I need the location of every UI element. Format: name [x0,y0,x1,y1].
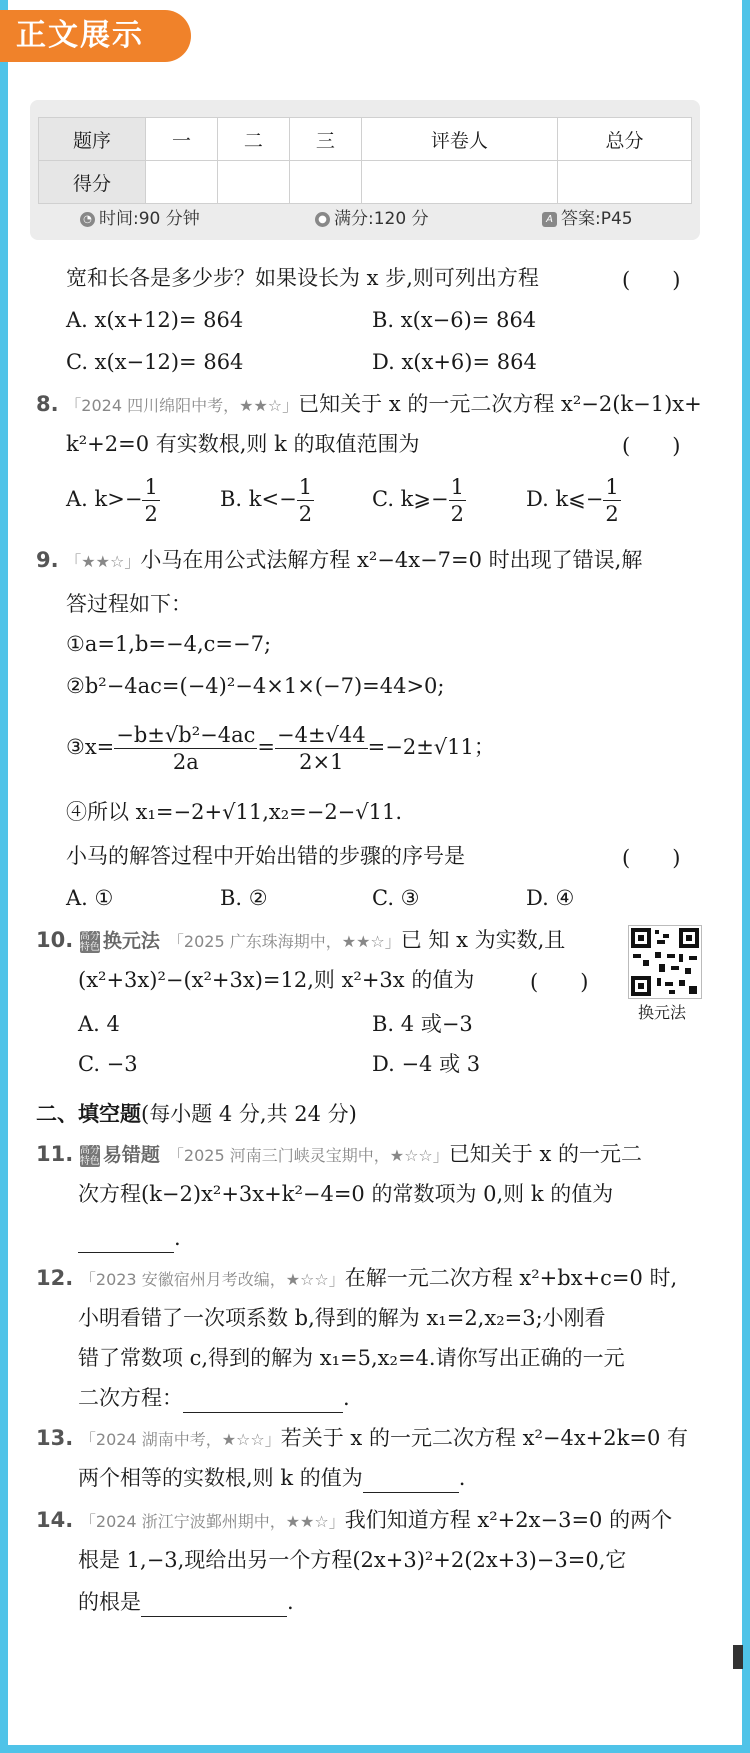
q8-option-d-text: D. k⩽− [526,487,604,511]
q13-prompt: 两个相等的实数根,则 k 的值为 [78,1466,363,1490]
q8-text-1: 已知关于 x 的一元二次方程 x²−2(k−1)x+ [298,392,702,416]
answer-page-text: 答案:P45 [561,209,633,229]
section-note: (每小题 4 分,共 24 分) [141,1102,357,1126]
q9-step4: ④所以 x₁=−2+√11,x₂=−2−√11. [66,800,403,824]
q11-line3 [78,1224,181,1253]
denominator: 2 [450,502,464,526]
q8-option-d [526,474,621,527]
q9-source: 「 [65,552,82,571]
q12-source: 「2023 安徽宿州月考改编， [79,1270,286,1289]
score-cell[interactable] [289,161,361,204]
denominator: 2a [172,750,199,774]
time-info [80,204,200,229]
q11-number: 11. [36,1142,74,1166]
score-cell[interactable] [361,161,557,204]
answer-icon: A [542,212,557,227]
source-close: 」 [264,1430,281,1449]
q12-text-1: 在解一元二次方程 x²+bx+c=0 时, [344,1266,678,1290]
q10-line1 [36,926,565,956]
q9-option-a: A. ① [66,886,114,910]
feature-tag-icon [80,1145,100,1167]
answer-blank[interactable] [183,1384,343,1413]
q13-number: 13. [36,1426,74,1450]
q9-line2: 答过程如下： [66,592,192,616]
q13-text-1: 若关于 x 的一元二次方程 x²−4x+2k=0 有 [280,1426,688,1450]
q14-prompt: 的根是 [78,1590,141,1614]
q12-prompt: 二次方程： [78,1386,183,1410]
q10-option-a: A. 4 [78,1012,120,1036]
q9-step2: ②b²−4ac=(−4)²−4×1×(−7)=44>0; [66,674,445,698]
score-header-cell: 总分 [557,118,691,161]
q11-method: 易错题 [102,1144,160,1166]
q9-number: 9. [36,548,59,572]
q8-option-b [220,474,314,527]
score-header-cell: 三 [289,118,361,161]
score-cell[interactable] [557,161,691,204]
q14-line3 [78,1588,294,1617]
q10-option-d: D. −4 或 3 [372,1052,481,1076]
numerator: 1 [144,475,158,499]
qr-label: 换元法 [638,1003,687,1022]
score-cell[interactable] [217,161,289,204]
q8-source: 「2024 四川绵阳中考， [65,396,240,415]
q14-source: 「2024 浙江宁波鄞州期中， [79,1512,286,1531]
section-banner: 正文展示 [0,10,191,62]
q12-line1 [36,1264,677,1294]
answer-paren[interactable]: ( ) [530,970,589,994]
denominator: 2 [605,502,619,526]
qr-code[interactable] [628,925,702,999]
score-header-cell: 评卷人 [361,118,557,161]
q9-text-1: 小马在用公式法解方程 x²−4x−7=0 时出现了错误,解 [140,548,643,572]
numerator: 1 [605,475,619,499]
full-score-text: 满分:120 分 [334,209,429,229]
q7-option-b: B. x(x−6)= 864 [372,308,537,332]
difficulty-stars: ★☆☆ [221,1430,265,1449]
q8-line1 [36,390,702,420]
q14-number: 14. [36,1508,74,1532]
q9-option-d: D. ④ [526,886,575,910]
q8-option-c-text: C. k⩾− [372,487,449,511]
tag-bottom: 特色 [79,1155,100,1167]
score-row-label: 得分 [39,161,146,204]
q10-method: 换元法 [102,930,160,952]
difficulty-stars: ★★☆ [285,1512,329,1531]
answer-paren[interactable]: ( ) [622,846,681,870]
q9-step1: ①a=1,b=−4,c=−7; [66,632,272,656]
q8-line2: k²+2=0 有实数根,则 k 的取值范围为 [66,432,420,456]
q13-source: 「2024 湖南中考， [79,1430,222,1449]
q10-option-c: C. −3 [78,1052,138,1076]
source-close: 」 [384,932,401,951]
q12-line3: 错了常数项 c,得到的解为 x₁=5,x₂=4.请你写出正确的一元 [78,1346,625,1370]
q8-number: 8. [36,392,59,416]
numerator: 1 [298,475,313,499]
q12-line4 [78,1384,350,1413]
q12-period: . [343,1386,350,1410]
source-close: 」 [432,1146,449,1165]
q11-line2: 次方程(k−2)x²+3x+k²−4=0 的常数项为 0,则 k 的值为 [78,1182,614,1206]
source-close: 」 [328,1512,345,1531]
score-cell[interactable] [146,161,218,204]
section-title: 二、填空题 [36,1102,141,1126]
q13-line2 [78,1464,465,1493]
answer-paren[interactable]: ( ) [622,268,681,292]
numerator: −b±√b²−4ac [116,723,256,747]
q7-stem: 宽和长各是多少步？如果设长为 x 步,则可列出方程 [66,266,539,290]
tag-top: 高分 [79,1144,100,1156]
source-close: 」 [282,396,299,415]
feature-tag-icon [80,931,100,953]
q8-option-b-text: B. k<− [220,487,297,511]
fraction [114,722,257,775]
q11-source: 「2025 河南三门峡灵宝期中， [167,1146,390,1165]
answer-info [542,204,633,229]
q12-line2: 小明看错了一次项系数 b,得到的解为 x₁=2,x₂=3;小刚看 [78,1306,606,1330]
answer-blank[interactable] [363,1464,459,1493]
fraction [603,474,620,527]
medal-icon: ● [315,212,330,227]
numerator: 1 [450,475,464,499]
q11-line1 [36,1140,642,1170]
difficulty-stars: ★☆☆ [389,1146,433,1165]
q9-option-b: B. ② [220,886,268,910]
qr-code-icon [629,926,701,998]
q14-line2: 根是 1,−3,现给出另一个方程(2x+3)²+2(2x+3)−3=0,它 [78,1548,627,1572]
clock-icon: ◔ [80,212,95,227]
q8-option-a [66,474,160,527]
q12-number: 12. [36,1266,74,1290]
q7-option-c: C. x(x−12)= 864 [66,350,244,374]
difficulty-stars: ★★☆ [341,932,385,951]
score-header-cell: 一 [146,118,218,161]
equals-sign: = [257,735,275,759]
fraction [449,474,466,527]
source-close: 」 [328,1270,345,1289]
difficulty-stars: ★★☆ [239,396,283,415]
q11-period: . [174,1226,181,1250]
q9-question: 小马的解答过程中开始出错的步骤的序号是 [66,844,465,868]
answer-blank[interactable] [141,1588,287,1617]
answer-blank[interactable] [78,1224,174,1253]
q8-option-a-text: A. k>− [66,487,143,511]
q10-number: 10. [36,928,74,952]
q13-period: . [458,1466,466,1490]
fraction [275,722,368,775]
page-edge-marker [733,1645,743,1669]
denominator: 2 [144,502,158,526]
numerator: −4±√44 [277,723,366,747]
q10-text-1: 已 知 x 为实数,且 [400,928,566,952]
score-info [315,204,429,229]
q10-line2: (x²+3x)²−(x²+3x)=12,则 x²+3x 的值为 [78,968,475,992]
source-close: 」 [124,552,141,571]
score-header-cell: 题序 [39,118,146,161]
answer-paren[interactable]: ( ) [622,434,681,458]
score-header-cell: 二 [217,118,289,161]
denominator: 2×1 [299,750,344,774]
tag-top: 高分 [79,930,100,942]
section-heading [36,1098,357,1128]
q14-period: . [287,1590,294,1614]
q10-source: 「2025 广东珠海期中， [167,932,342,951]
difficulty-stars: ★☆☆ [285,1270,329,1289]
denominator: 2 [298,502,313,526]
q14-line1 [36,1506,672,1536]
fraction [297,474,314,527]
q11-text-1: 已知关于 x 的一元二 [448,1142,642,1166]
difficulty-stars: ★★☆ [81,552,125,571]
q9-option-c: C. ③ [372,886,420,910]
q8-option-c [372,474,466,527]
step3-prefix: ③x= [66,735,115,759]
q9-line1 [36,546,642,576]
tag-bottom: 特色 [79,941,100,953]
q14-text-1: 我们知道方程 x²+2x−3=0 的两个 [344,1508,673,1532]
q13-line1 [36,1424,688,1454]
fraction [142,474,159,527]
score-table [38,117,692,204]
q7-option-a: A. x(x+12)= 864 [66,308,244,332]
q9-step3 [66,722,495,775]
score-panel [30,100,700,240]
time-text: 时间:90 分钟 [99,209,200,229]
q7-option-d: D. x(x+6)= 864 [372,350,537,374]
q10-option-b: B. 4 或−3 [372,1012,473,1036]
step3-result: =−2±√11； [367,735,495,759]
